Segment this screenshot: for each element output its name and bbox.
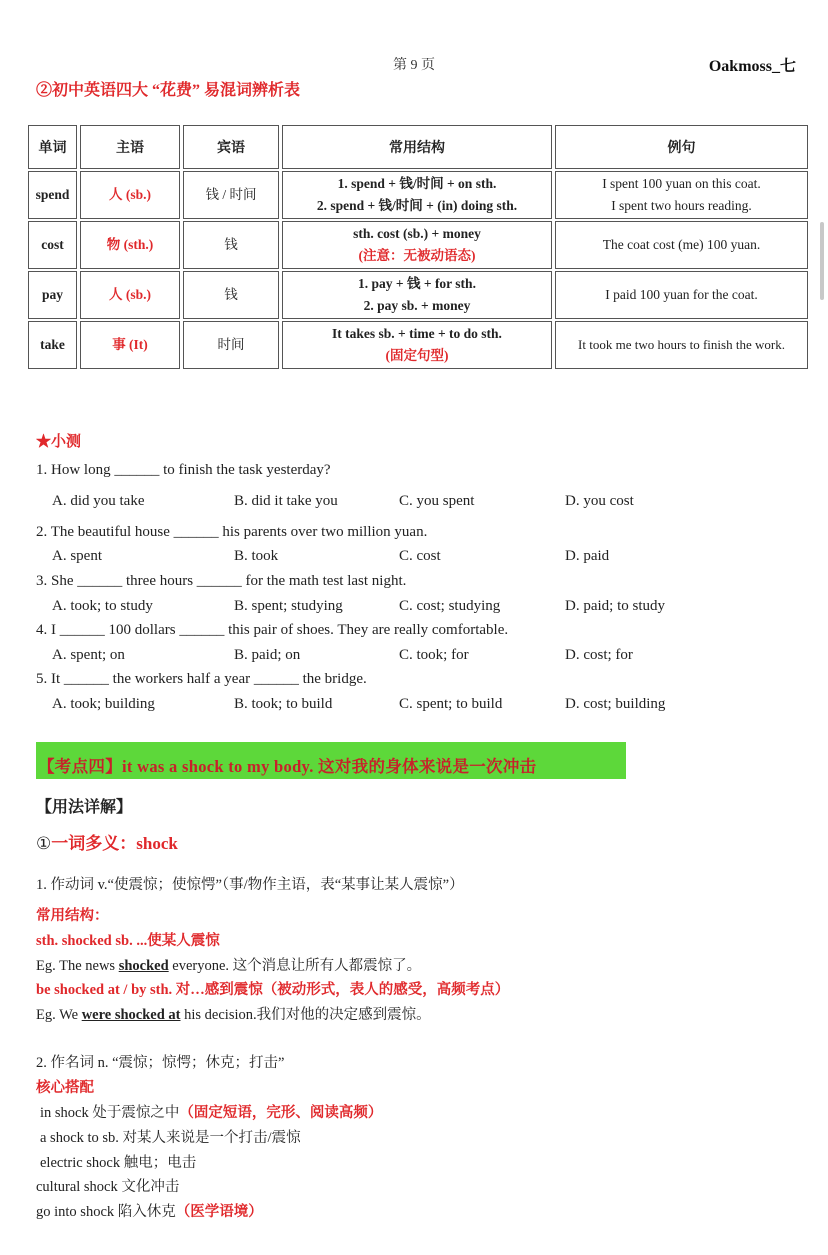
row-subject: 人 (sb.) [80, 171, 180, 219]
quiz-option: B. paid; on [234, 647, 301, 663]
quiz-option: C. took; for [399, 647, 469, 663]
row-example [555, 171, 808, 219]
quiz-title: ★小测 [36, 434, 82, 450]
quiz-option: A. did you take [52, 493, 145, 509]
table-row [28, 321, 808, 369]
example-line: I spent 100 yuan on this coat. [602, 176, 761, 191]
quiz-question: 1. How long ______ to finish the task yesterday? [36, 462, 331, 478]
header-structure: 常用结构 [282, 125, 552, 169]
structure-passive: be shocked at / by sth. 对…感到震惊（被动形式，表人的感受，高频考点） [36, 982, 510, 998]
polysemy-heading [36, 829, 178, 854]
row-object: 钱 / 时间 [183, 171, 279, 219]
quiz-option: B. took [234, 548, 279, 564]
row-word: pay [28, 271, 77, 319]
collocation-item [40, 1101, 382, 1122]
example-line: The coat cost (me) 100 yuan. [602, 237, 761, 252]
spend-cost-pay-take-table [25, 123, 811, 371]
row-subject: 事 (It) [80, 321, 180, 369]
row-structure [282, 271, 552, 319]
structure-note: (注意：无被动语态) [358, 248, 476, 263]
core-collocations-label: 核心搭配 [36, 1080, 94, 1096]
structure-line: 2. spend + 钱/时间 + (in) doing sth. [316, 198, 518, 213]
quiz-option: C. spent; to build [399, 696, 503, 712]
example-line: I spent two hours reading. [611, 198, 752, 213]
verb-definition: 1. 作动词 v.“使震惊；使惊愕”（事/物作主语，表“某事让某人震惊”） [36, 877, 464, 893]
quiz-question: 4. I ______ 100 dollars ______ this pair of shoes. They are really comfortable. [36, 622, 509, 638]
quiz-option: D. paid; to study [565, 598, 665, 614]
quiz-question: 3. She ______ three hours ______ for the math test last night. [36, 573, 407, 589]
structure-line: sth. cost (sb.) + money [353, 226, 481, 241]
noun-definition: 2. 作名词 n. “震惊；惊愕；休克；打击” [36, 1055, 285, 1071]
header-example: 例句 [555, 125, 808, 169]
example-text: everyone. 这个消息让所有人都震惊了。 [168, 958, 422, 974]
collocation-text: in shock 处于震惊之中 [40, 1105, 180, 1121]
structure-note: (固定句型) [385, 348, 449, 363]
collocation-item [36, 1200, 263, 1221]
quiz-option: B. did it take you [234, 493, 338, 509]
brand-label: Oakmoss_七 [708, 58, 796, 75]
quiz-option: A. spent; on [52, 647, 125, 663]
structure-line: 2. pay sb. + money [363, 298, 471, 313]
collocation-item: a shock to sb. 对某人来说是一个打击/震惊 [40, 1130, 301, 1146]
example-text: his decision.我们对他的决定感到震惊。 [180, 1007, 431, 1023]
scrollbar[interactable] [820, 222, 824, 300]
table-row [28, 221, 808, 269]
row-structure [282, 221, 552, 269]
header-subject: 主语 [80, 125, 180, 169]
common-structure-label: 常用结构： [36, 908, 109, 924]
row-structure [282, 171, 552, 219]
structure-line: 1. pay + 钱 + for sth. [358, 276, 476, 291]
example-text: Eg. The news [36, 958, 119, 974]
row-object: 钱 [183, 271, 279, 319]
example-line: It took me two hours to finish the work. [578, 337, 785, 352]
example-keyword: shocked [118, 958, 169, 974]
structure-line: 1. spend + 钱/时间 + on sth. [337, 176, 497, 191]
row-subject: 人 (sb.) [80, 271, 180, 319]
row-word: cost [28, 221, 77, 269]
header-object: 宾语 [183, 125, 279, 169]
structure-active: sth. shocked sb. ...使某人震惊 [36, 933, 220, 949]
quiz-option: A. took; building [52, 696, 155, 712]
example-sentence [36, 1003, 431, 1024]
quiz-option: C. you spent [399, 493, 475, 509]
row-object: 时间 [183, 321, 279, 369]
quiz-option: B. took; to build [234, 696, 333, 712]
quiz-question: 2. The beautiful house ______ his parents over two million yuan. [36, 524, 428, 540]
quiz-option: D. cost; for [565, 647, 633, 663]
collocation-text: go into shock 陷入休克 [36, 1204, 176, 1220]
polysemy-number: ① [36, 834, 52, 853]
quiz-option: A. took; to study [52, 598, 153, 614]
table-header-row [28, 125, 808, 169]
quiz-option: C. cost; studying [399, 598, 501, 614]
row-structure [282, 321, 552, 369]
table-row [28, 171, 808, 219]
table-row [28, 271, 808, 319]
header-word: 单词 [28, 125, 77, 169]
row-word: take [28, 321, 77, 369]
row-subject: 物 (sth.) [80, 221, 180, 269]
collocation-item: cultural shock 文化冲击 [36, 1179, 180, 1195]
quiz-option: D. you cost [565, 493, 634, 509]
section-title: ②初中英语四大 “花费” 易混词辨析表 [36, 82, 301, 99]
example-sentence [36, 954, 421, 975]
row-example [555, 271, 808, 319]
collocation-item: electric shock 触电；电击 [40, 1155, 197, 1171]
quiz-option: D. cost; building [565, 696, 666, 712]
page-number: 第 9 页 [393, 58, 435, 73]
quiz-option: B. spent; studying [234, 598, 343, 614]
example-text: Eg. We [36, 1007, 82, 1023]
row-example [555, 221, 808, 269]
polysemy-title: 一词多义：shock [51, 834, 178, 853]
row-word: spend [28, 171, 77, 219]
row-object: 钱 [183, 221, 279, 269]
quiz-question: 5. It ______ the workers half a year ______ the bridge. [36, 671, 367, 687]
row-example [555, 321, 808, 369]
example-keyword: were shocked at [81, 1007, 181, 1023]
kaodian-banner: 【考点四】it was a shock to my body. 这对我的身体来说是一次冲击 [38, 757, 537, 776]
collocation-note: （医学语境） [175, 1204, 263, 1220]
collocation-note: （固定短语，完形、阅读高频） [179, 1105, 383, 1121]
structure-line: It takes sb. + time + to do sth. [332, 326, 502, 341]
usage-title: 【用法详解】 [36, 799, 133, 816]
quiz-option: C. cost [399, 548, 441, 564]
quiz-option: D. paid [565, 548, 610, 564]
example-line: I paid 100 yuan for the coat. [605, 287, 758, 302]
quiz-option: A. spent [52, 548, 102, 564]
